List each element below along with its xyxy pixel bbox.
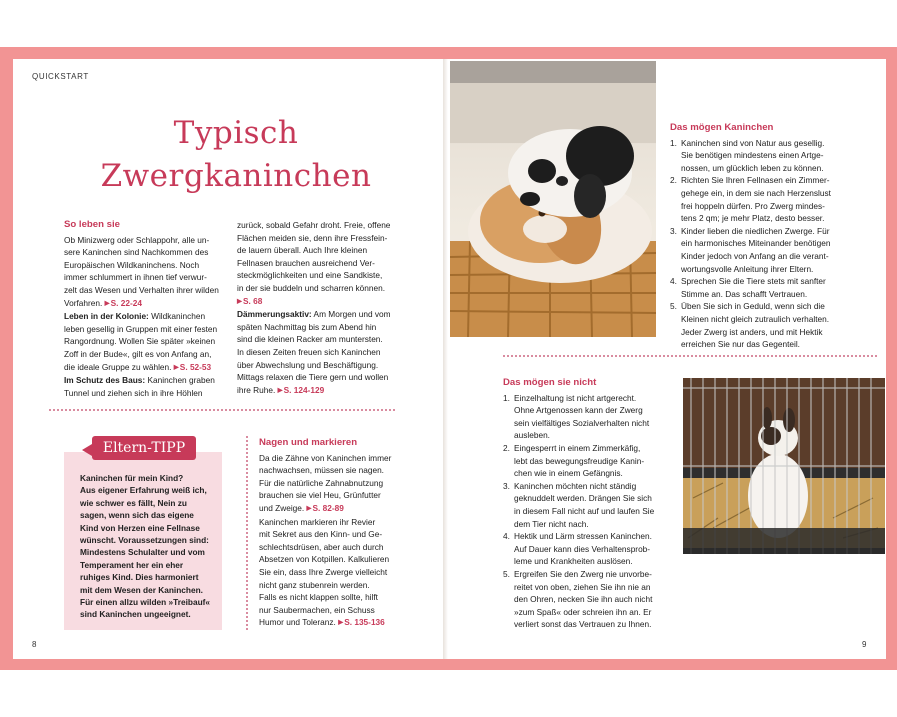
text-line: Stimme an. Das schafft Vertrauen. — [681, 288, 808, 299]
text-line: Für einen allzu wilden »Treibauf« — [80, 597, 211, 608]
so-leben-sie-intro — [64, 234, 236, 311]
text-line: dem Tier nicht nach. — [514, 518, 589, 529]
nagen-section — [259, 437, 429, 630]
cage-illustration — [683, 378, 885, 554]
text-span: die ideale Gruppe zu wählen. — [64, 361, 172, 372]
text-line: Fellnasen brauchen ausreichend Ver- — [237, 257, 375, 268]
text-line — [237, 384, 417, 398]
page-reference — [237, 296, 262, 306]
list-number: 4. — [670, 276, 677, 287]
list-number: 4. — [503, 531, 510, 542]
text-line: Kind von Herzen eine Fellnase — [80, 522, 200, 533]
moegen-nicht-heading: Das mögen sie nicht — [503, 377, 597, 388]
text-line: brauchen sie viel Heu, Grünfutter — [259, 490, 381, 501]
text-line: den Ohren, necken Sie ihn auch nicht — [514, 594, 653, 605]
text-line: Ergreifen Sie den Zwerg nie unvorbe- — [514, 568, 652, 579]
text-line — [237, 295, 417, 309]
text-line: Üben Sie sich in Geduld, wenn sich die — [681, 301, 825, 312]
text-line: Kaninchen möchten nicht ständig — [514, 480, 637, 491]
eltern-tipp-text — [80, 472, 220, 621]
bau-paragraph — [64, 374, 236, 399]
so-leben-sie-heading: So leben sie — [64, 219, 120, 230]
text-line: sagen, wenn sich das eigene — [80, 510, 194, 521]
list-number: 1. — [503, 392, 510, 403]
page-title — [96, 112, 376, 198]
text-line: steckmöglichkeiten und eine Sandkiste, — [237, 270, 383, 281]
text-line: Europäischen Wildkaninchens. Noch — [64, 259, 200, 270]
text-line: chen wie in einem Gefängnis. — [514, 468, 623, 479]
kolonie-label: Leben in der Kolonie: — [64, 311, 149, 322]
arrow-right-icon: ▶ — [306, 504, 312, 512]
text-line: Für die natürliche Zahnabnutzung — [259, 477, 384, 488]
moegen-nicht-section — [503, 377, 679, 631]
text-span: Am Morgen und vom — [311, 309, 391, 320]
text-span: Vorfahren. — [64, 297, 103, 308]
list-number: 2. — [503, 442, 510, 453]
list-item — [670, 137, 876, 175]
text-line: leme und Krankheiten auslösen. — [514, 556, 633, 567]
vertical-divider — [246, 436, 248, 630]
text-line: nachwachsen, müssen sie nagen. — [259, 465, 384, 476]
list-item — [503, 530, 679, 568]
text-line: nicht ganz stubenrein werden. — [259, 579, 370, 590]
daemmerung-label: Dämmerungsaktiv: — [237, 309, 312, 320]
text-line: Sie benötigen mindestens einen Artge- — [681, 150, 824, 161]
text-line: ein harmonisches Miteinander benötigen — [681, 238, 831, 249]
text-line: mit Sekret aus den Kinn- und Ge- — [259, 529, 383, 540]
page-reference-text: S. 82-89 — [312, 502, 344, 513]
text-line: ruhiges Kind. Dies harmoniert — [80, 572, 199, 583]
text-line: Einzelhaltung ist nicht artgerecht. — [514, 392, 637, 403]
text-line: Auf Dauer kann dies Verhaltensprob- — [514, 543, 651, 554]
moegen-section — [670, 122, 876, 351]
text-line: Mittags relaxen die Tiere gern und wollen — [237, 372, 389, 383]
text-line: immer schlummert in ihnen tief verwur- — [64, 272, 207, 283]
text-line: zelt das Wesen und Verhalten ihrer wilden — [64, 284, 219, 295]
page-reference — [307, 503, 344, 513]
text-line: In diesen Zeiten freuen sich Kaninchen — [237, 346, 381, 357]
text-line: Da die Zähne von Kaninchen immer — [259, 452, 392, 463]
text-line: Flächen meiden sie, denn ihre Fressfein- — [237, 232, 388, 243]
kolonie-paragraph — [64, 310, 236, 374]
text-line: Zoff in der Bude«, gilt es von Anfang an, — [64, 348, 212, 359]
title-line-1: Typisch — [173, 115, 299, 151]
page-reference — [174, 362, 211, 372]
list-item — [670, 225, 876, 275]
text-line — [64, 374, 236, 387]
page-reference-text: S. 22-24 — [110, 297, 142, 308]
text-line: geknuddelt werden. Drängen Sie sich — [514, 493, 652, 504]
text-line: in der sie buddeln und scharren können. — [237, 282, 386, 293]
text-line: tens 2 qm; je mehr Platz, desto besser. — [681, 213, 825, 224]
text-line: Temperament her ein eher — [80, 559, 184, 570]
rabbit-in-cage-photo — [683, 378, 885, 554]
list-item — [503, 480, 679, 530]
page-reference-text: S. 52-53 — [179, 361, 212, 372]
text-line: sind die kleinen Racker am muntersten. — [237, 334, 383, 345]
arrow-right-icon: ▶ — [237, 297, 242, 305]
text-line: über Abwechslung und Beschäftigung. — [237, 359, 379, 370]
moegen-list — [670, 137, 876, 351]
text-line: Absetzen von Kotpillen. Kalkulieren — [259, 554, 390, 565]
list-item — [670, 300, 876, 350]
text-line: de lauern überall. Auch Ihre kleinen — [237, 245, 368, 256]
text-line: Ohne Artgenossen kann der Zwerg — [514, 405, 643, 416]
text-line: Aus eigener Erfahrung weiß ich, — [80, 485, 207, 496]
arrow-right-icon: ▶ — [338, 619, 344, 627]
title-line-2: Zwergkaninchen — [100, 158, 372, 194]
text-line: zurück, sobald Gefahr droht. Freie, offene — [237, 220, 391, 230]
text-line: sere Kaninchen sind Nachkommen des — [64, 247, 209, 258]
text-line: leben gesellig in Gruppen mit einer festen — [64, 323, 218, 334]
list-number: 5. — [503, 568, 510, 579]
text-span: Humor und Toleranz. — [259, 617, 336, 628]
text-line — [64, 361, 236, 375]
text-line: »zum Spaß« oder schreien ihn an. Er — [514, 606, 652, 617]
text-line — [64, 297, 236, 311]
list-item — [670, 174, 876, 224]
text-line: frei hoppeln dürfen. Pro Zwerg mindes- — [681, 200, 825, 211]
text-line: gehege ein, in dem sie nach Herzenslust — [681, 187, 831, 198]
text-line: Jeder Zwerg ist anders, und mit Hektik — [681, 326, 823, 337]
text-line: mit dem Wesen der Kaninchen. — [80, 584, 203, 595]
text-line: Falls es nicht klappen sollte, hilft — [259, 592, 378, 603]
text-line: Kaninchen markieren ihr Revier — [259, 516, 376, 527]
list-number: 5. — [670, 301, 677, 312]
text-line: in diesem Fall nicht auf und laufen Sie — [514, 505, 655, 516]
text-line: wortungsvolle Anleitung ihrer Eltern. — [681, 263, 814, 274]
text-line — [64, 310, 236, 323]
rabbits-on-basket-photo — [450, 61, 656, 337]
text-line: Kaninchen für mein Kind? — [80, 473, 184, 483]
text-span: ihre Ruhe. — [237, 384, 276, 395]
text-line: Eingesperrt in einem Zimmerkäfig, — [514, 442, 641, 453]
text-line: schlechtsdrüsen, aber auch durch — [259, 541, 384, 552]
text-line: ausleben. — [514, 430, 550, 441]
arrow-right-icon: ▶ — [277, 386, 283, 394]
text-span: Kaninchen graben — [145, 375, 215, 386]
text-line: Ob Minizwerg oder Schlappohr, alle un- — [64, 234, 210, 245]
bau-label: Im Schutz des Baus: — [64, 375, 146, 386]
text-line: lebt das bewegungsfreudige Kanin- — [514, 455, 645, 466]
book-gutter — [443, 59, 448, 659]
so-leben-sie-column-1 — [64, 219, 236, 399]
text-line: verliert sonst das Vertrauen zu Ihnen. — [514, 619, 652, 630]
text-line: Sie ein, dass Ihre Zwerge vielleicht — [259, 566, 388, 577]
text-line: nossen, um glücklich leben zu können. — [681, 162, 824, 173]
arrow-right-icon: ▶ — [173, 363, 179, 371]
text-line: späten Nachmittag bis zum Abend hin — [237, 321, 377, 332]
list-item — [503, 392, 679, 442]
text-line: Kaninchen sind von Natur aus gesellig. — [681, 137, 825, 148]
eltern-tipp-label: Eltern-TIPP — [92, 436, 196, 460]
list-number: 1. — [670, 137, 677, 148]
nagen-heading: Nagen und markieren — [259, 437, 358, 448]
text-line — [259, 502, 429, 516]
page-reference-text: S. 68 — [243, 295, 263, 306]
text-line: Kinder lieben die niedlichen Zwerge. Für — [681, 225, 830, 236]
section-label: QUICKSTART — [32, 72, 89, 81]
text-line: Mindestens Schulalter und vom — [80, 547, 205, 558]
section-divider — [503, 355, 877, 357]
text-line: sind Kaninchen ungeeignet. — [80, 609, 191, 620]
page-reference — [338, 617, 385, 627]
page-number-left: 8 — [32, 640, 37, 649]
text-line: Sprechen Sie die Tiere stets mit sanfter — [681, 276, 826, 287]
text-line — [237, 308, 417, 321]
list-number: 2. — [670, 175, 677, 186]
arrow-right-icon: ▶ — [104, 299, 110, 307]
text-line: Tunnel und ziehen sich in ihre Höhlen — [64, 387, 203, 398]
text-line: reitet von oben, ziehen Sie ihn nie an — [514, 581, 651, 592]
text-line — [259, 616, 429, 630]
text-line: nur Saubermachen, ein Schuss — [259, 604, 375, 615]
text-line: Kleinen nicht gleich zutraulich verhalten. — [681, 313, 830, 324]
page-reference — [278, 385, 325, 395]
text-line: Kinder jedoch von Anfang an die verant- — [681, 250, 829, 261]
moegen-nicht-list — [503, 392, 679, 631]
text-span: Wildkaninchen — [148, 311, 206, 322]
page-reference-text: S. 124-129 — [283, 384, 325, 395]
text-line: Hektik und Lärm stressen Kaninchen. — [514, 531, 652, 542]
so-leben-sie-column-2 — [237, 219, 417, 397]
text-line: wie schwer es fällt, Nein zu — [80, 497, 187, 508]
text-span: und Zweige. — [259, 502, 305, 513]
text-line: Rangordnung. Wollen Sie später »keinen — [64, 336, 216, 347]
text-line: wünscht. Voraussetzungen sind: — [80, 535, 209, 546]
page-number-right: 9 — [862, 640, 867, 649]
rabbits-illustration — [450, 61, 656, 337]
text-line: sein vielfältiges Sozialverhalten nicht — [514, 417, 650, 428]
moegen-heading: Das mögen Kaninchen — [670, 122, 774, 133]
text-line: Richten Sie Ihren Fellnasen ein Zimmer- — [681, 175, 830, 186]
list-item — [503, 568, 679, 631]
list-item — [670, 275, 876, 300]
section-divider — [49, 409, 395, 411]
list-item — [503, 442, 679, 480]
page-reference-text: S. 135-136 — [344, 617, 385, 628]
page-reference — [105, 298, 142, 308]
list-number: 3. — [503, 480, 510, 491]
list-number: 3. — [670, 225, 677, 236]
text-line: erreichen Sie nur das Gegenteil. — [681, 339, 800, 350]
